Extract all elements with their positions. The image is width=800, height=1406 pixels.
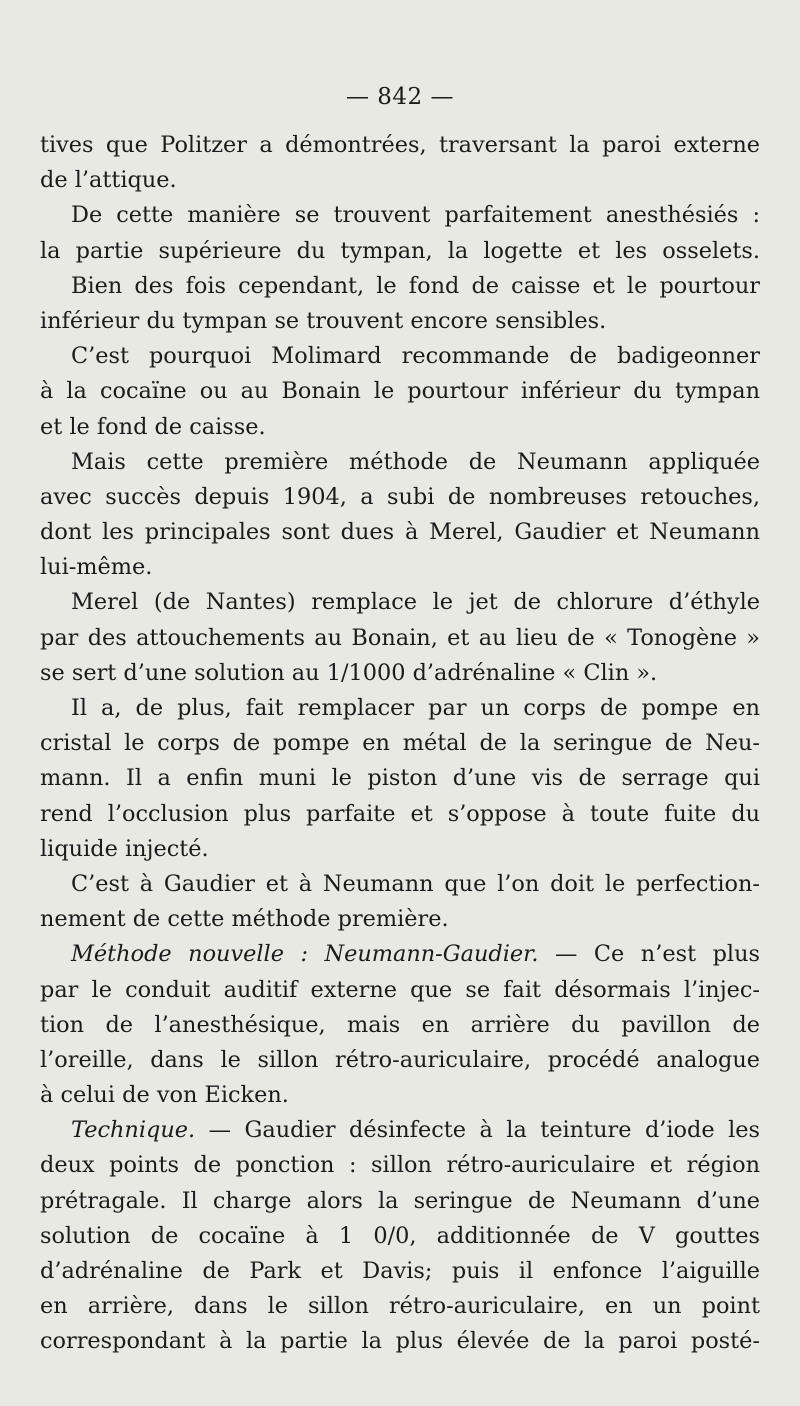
italic-heading: Technique. bbox=[71, 1117, 196, 1144]
body-text bbox=[40, 128, 760, 1360]
text-line: Merel (de Nantes) remplace le jet de chlorure d’éthyle bbox=[71, 589, 760, 616]
text-line: à celui de von Eicken. bbox=[40, 1082, 289, 1109]
italic-heading: Méthode nouvelle : Neumann-Gaudier. bbox=[71, 941, 539, 968]
text-line: dont les principales sont dues à Merel, Gaudier et Neumann bbox=[40, 519, 760, 546]
text-line: tives que Politzer a démontrées, traversant la paroi externe bbox=[40, 132, 760, 158]
text-line: lui-même. bbox=[40, 554, 153, 581]
text-line: l’oreille, dans le sillon rétro-auriculaire, procédé analogue bbox=[40, 1046, 760, 1073]
text-line: cristal le corps de pompe en métal de la seringue de Neu- bbox=[40, 730, 760, 757]
text-line-content: — Ce n’est plus bbox=[538, 941, 760, 968]
text-line: mann. Il a enfin muni le piston d’une vis de serrage qui bbox=[40, 765, 760, 792]
text-line bbox=[40, 937, 760, 972]
text-line: avec succès depuis 1904, a subi de nombreuses retouches, bbox=[40, 483, 760, 510]
text-line: C’est à Gaudier et à Neumann que l’on doit le perfection- bbox=[71, 870, 760, 897]
text-line: Il a, de plus, fait remplacer par un corps de pompe en bbox=[71, 695, 760, 721]
text-line: et le fond de caisse. bbox=[40, 413, 266, 440]
text-line: en arrière, dans le sillon rétro-auriculaire, en un point bbox=[40, 1293, 760, 1320]
text-line: nement de cette méthode première. bbox=[40, 906, 449, 933]
text-line: inférieur du tympan se trouvent encore sensibles. bbox=[40, 307, 607, 334]
text-line: Mais cette première méthode de Neumann appliquée bbox=[71, 448, 760, 475]
text-line: tion de l’anesthésique, mais en arrière du pavillon de bbox=[40, 1011, 760, 1038]
text-line: à la cocaïne ou au Bonain le pourtour inférieur du tympan bbox=[40, 378, 760, 405]
text-line: deux points de ponction : sillon rétro-auriculaire et région bbox=[40, 1152, 760, 1179]
text-line bbox=[40, 1113, 760, 1148]
text-line: C’est pourquoi Molimard recommande de badigeonner bbox=[71, 343, 760, 370]
text-line: la partie supérieure du tympan, la logette et les osselets. bbox=[40, 237, 760, 264]
text-line: prétragale. Il charge alors la seringue de Neumann d’une bbox=[40, 1187, 760, 1214]
text-line-content: — Gaudier désinfecte à la teinture d’iode les bbox=[195, 1117, 760, 1144]
text-line: solution de cocaïne à 1 0/0, additionnée de V gouttes bbox=[40, 1222, 760, 1249]
text-line: correspondant à la partie la plus élevée de la paroi posté- bbox=[40, 1328, 760, 1355]
text-line: rend l’occlusion plus parfaite et s’oppose à toute fuite du bbox=[40, 800, 760, 827]
text-line: liquide injecté. bbox=[40, 835, 209, 862]
text-line: par le conduit auditif externe que se fait désormais l’injec- bbox=[40, 976, 760, 1003]
text-line: se sert d’une solution au 1/1000 d’adrénaline « Clin ». bbox=[40, 659, 658, 686]
text-line: De cette manière se trouvent parfaitement anesthésiés : bbox=[71, 202, 760, 229]
text-line: par des attouchements au Bonain, et au lieu de « Tonogène » bbox=[40, 624, 760, 651]
text-line: d’adrénaline de Park et Davis; puis il enfonce l’aiguille bbox=[40, 1258, 760, 1284]
page-number: — 842 — bbox=[345, 84, 455, 110]
text-line: de l’attique. bbox=[40, 167, 177, 194]
text-line: Bien des fois cependant, le fond de caisse et le pourtour bbox=[71, 272, 760, 299]
